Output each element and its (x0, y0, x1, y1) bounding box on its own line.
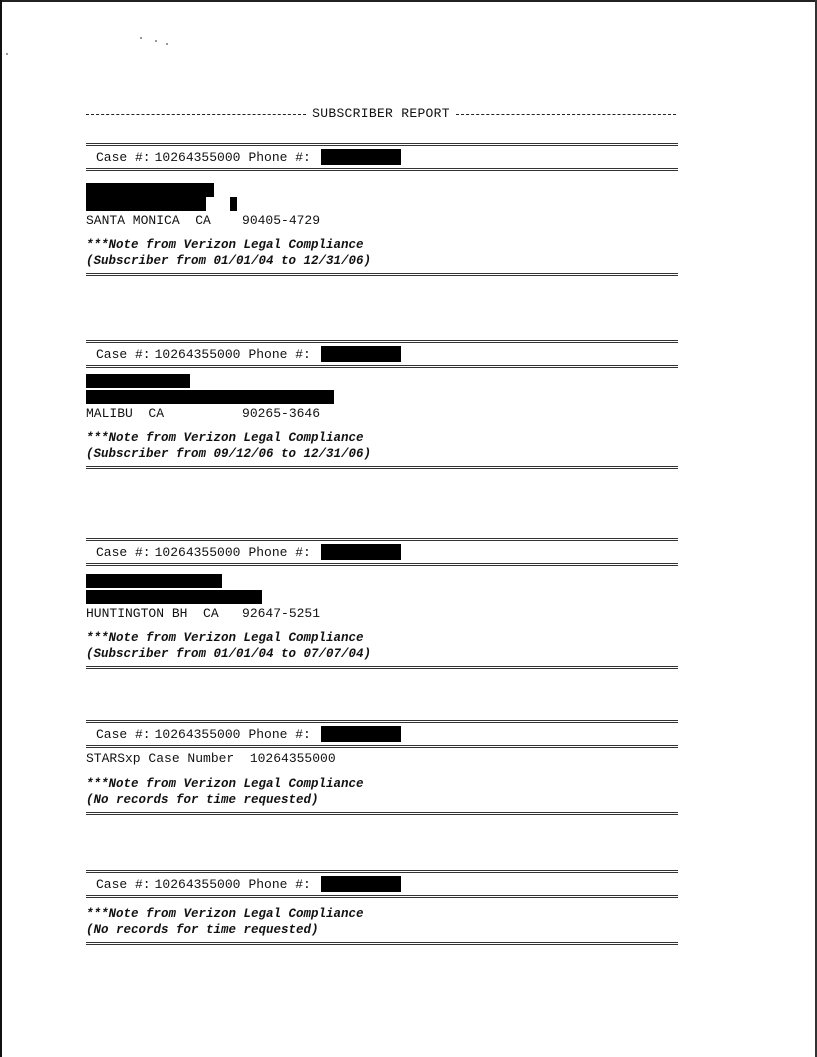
phone-label: Phone #: (248, 544, 311, 560)
header-rule-right (456, 114, 676, 115)
compliance-note-detail: (Subscriber from 01/01/04 to 12/31/06) (86, 254, 372, 268)
separator-rule (86, 942, 678, 945)
case-number: 10264355000 (154, 544, 241, 560)
case-number: 10264355000 (154, 346, 241, 362)
address-block (86, 183, 678, 229)
subscriber-record (86, 143, 678, 276)
report-title: SUBSCRIBER REPORT (312, 106, 450, 121)
redacted-street (86, 197, 206, 211)
redacted-name (86, 574, 222, 588)
case-line (86, 146, 678, 168)
address-city-line: SANTA MONICA CA 90405-4729 (86, 213, 321, 228)
redacted-mark (230, 197, 237, 211)
separator-rule (86, 273, 678, 276)
address-city-line: HUNTINGTON BH CA 92647-5251 (86, 606, 321, 621)
stars-case-line: STARSxp Case Number 10264355000 (86, 751, 336, 766)
compliance-note-title: ***Note from Verizon Legal Compliance (86, 777, 364, 791)
subscriber-record (86, 538, 678, 669)
separator-rule (86, 745, 678, 748)
subscriber-record (86, 720, 678, 815)
compliance-note-detail: (Subscriber from 09/12/06 to 12/31/06) (86, 447, 372, 461)
case-number: 10264355000 (154, 876, 241, 892)
case-line (86, 873, 678, 895)
compliance-note-title: ***Note from Verizon Legal Compliance (86, 907, 364, 921)
separator-rule (86, 812, 678, 815)
separator-rule (86, 895, 678, 898)
case-line (86, 541, 678, 563)
compliance-note-detail: (No records for time requested) (86, 793, 319, 807)
compliance-note-title: ***Note from Verizon Legal Compliance (86, 431, 364, 445)
separator-rule (86, 666, 678, 669)
header-rule-left (86, 114, 306, 115)
scan-speck (155, 40, 157, 42)
case-number: 10264355000 (154, 149, 241, 165)
phone-label: Phone #: (248, 876, 311, 892)
subscriber-record (86, 340, 678, 469)
case-number: 10264355000 (154, 726, 241, 742)
scan-speck (6, 53, 8, 55)
case-line (86, 343, 678, 365)
compliance-note-detail: (No records for time requested) (86, 923, 319, 937)
redacted-street (86, 590, 262, 604)
case-label: Case #: (96, 346, 151, 362)
compliance-note-detail: (Subscriber from 01/01/04 to 07/07/04) (86, 647, 372, 661)
redacted-street (86, 390, 334, 404)
separator-rule (86, 168, 678, 171)
phone-label: Phone #: (248, 346, 311, 362)
case-label: Case #: (96, 544, 151, 560)
report-header (86, 106, 676, 121)
redacted-name (86, 183, 214, 197)
phone-label: Phone #: (248, 149, 311, 165)
separator-rule (86, 563, 678, 566)
redacted-phone (321, 876, 401, 892)
scan-speck (140, 37, 142, 39)
scan-edge-top (0, 0, 817, 2)
case-label: Case #: (96, 726, 151, 742)
redacted-name (86, 374, 190, 388)
compliance-note-title: ***Note from Verizon Legal Compliance (86, 631, 364, 645)
separator-rule (86, 365, 678, 368)
case-line (86, 723, 678, 745)
address-block (86, 574, 678, 622)
subscriber-record (86, 870, 678, 945)
redacted-phone (321, 346, 401, 362)
separator-rule (86, 466, 678, 469)
phone-label: Phone #: (248, 726, 311, 742)
address-city-line: MALIBU CA 90265-3646 (86, 406, 321, 421)
redacted-phone (321, 544, 401, 560)
redacted-phone (321, 149, 401, 165)
compliance-note-title: ***Note from Verizon Legal Compliance (86, 238, 364, 252)
scan-speck (166, 43, 168, 45)
address-block (86, 374, 678, 422)
case-label: Case #: (96, 149, 151, 165)
scan-edge-left (0, 0, 2, 1057)
redacted-phone (321, 726, 401, 742)
case-label: Case #: (96, 876, 151, 892)
